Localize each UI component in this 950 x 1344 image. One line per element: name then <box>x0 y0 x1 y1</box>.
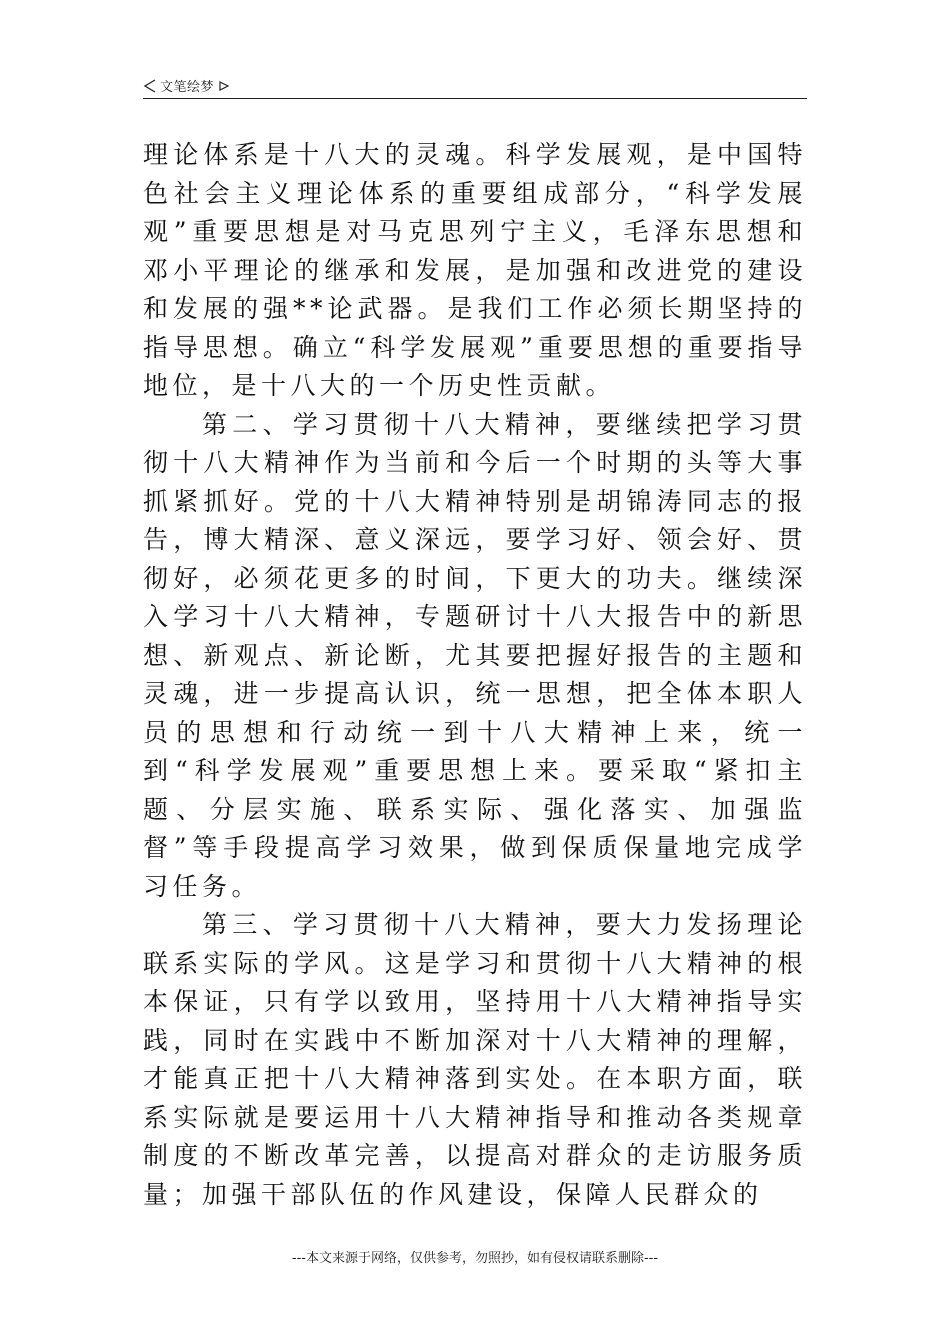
header-brand: 文笔绘梦 <box>160 80 215 95</box>
page-footer-notice: ---本文来源于网络，仅供参考，勿照抄，如有侵权请联系删除--- <box>291 1251 659 1266</box>
paragraph-third-point: 第三、学习贯彻十八大精神，要大力发扬理论联系实际的学风。这是学习和贯彻十八大精神的根本保证，只有学以致用，坚持用十八大精神指导实践，同时在实践中不断加深对十八大精神的理解，才能真正把十八大精神落到实处。在本职方面，联系实际就是要运用十八大精神指导和推动各类规章制度的不断改革完善，以提高对群众的走访服务质量；加强干部队伍的作风建设，保障人民群众的 <box>143 910 807 1209</box>
paragraph-continued: 理论体系是十八大的灵魂。科学发展观，是中国特色社会主义理论体系的重要组成部分，“科学发展观”重要思想是对马克思列宁主义，毛泽东思想和邓小平理论的继承和发展，是加强和改进党的建设和发展的强**论武器。是我们工作必须长期坚持的指导思想。确立“科学发展观”重要思想的重要指导地位，是十八大的一个历史性贡献。 <box>143 140 807 400</box>
header-brand-group <box>143 76 230 95</box>
right-triangle-icon <box>218 80 230 92</box>
page-header <box>143 74 807 99</box>
document-body <box>143 136 807 1214</box>
left-triangle-icon <box>143 78 157 94</box>
paragraph-second-point: 第二、学习贯彻十八大精神，要继续把学习贯彻十八大精神作为当前和今后一个时期的头等大事抓紧抓好。党的十八大精神特别是胡锦涛同志的报告，博大精深、意义深远，要学习好、领会好、贯彻好，必须花更多的时间，下更大的功夫。继续深入学习十八大精神，专题研讨十八大报告中的新思想、新观点、新论断，尤其要把握好报告的主题和灵魂，进一步提高认识，统一思想，把全体本职人员的思想和行动统一到十八大精神上来，统一到“科学发展观”重要思想上来。要采取“紧扣主题、分层实施、联系实际、强化落实、加强监督”等手段提高学习效果，做到保质保量地完成学习任务。 <box>143 409 807 901</box>
